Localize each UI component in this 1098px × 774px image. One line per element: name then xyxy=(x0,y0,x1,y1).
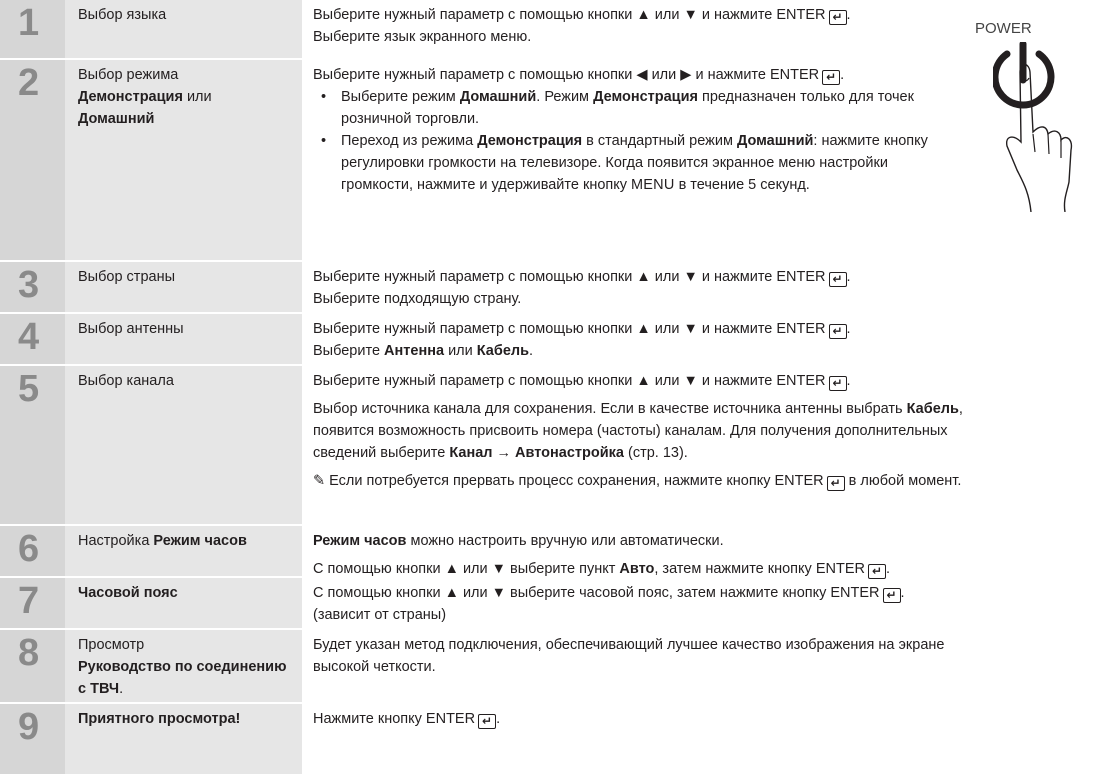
enter-icon: ↵ xyxy=(829,272,847,287)
step-number: 9 xyxy=(18,706,40,748)
power-hand-icon xyxy=(993,42,1078,212)
step-title: Выбор языка xyxy=(78,7,167,23)
step-row-4 xyxy=(0,314,1098,364)
step-row-2 xyxy=(0,60,1098,260)
step-number: 2 xyxy=(18,62,40,104)
step-description: Выберите нужный параметр с помощью кнопки ▲ или ▼ и нажмите ENTER ↵ . Выберите язык экранного меню. xyxy=(313,7,851,45)
step-number: 5 xyxy=(18,368,40,410)
enter-icon: ↵ xyxy=(827,476,845,491)
step-row-3 xyxy=(0,262,1098,312)
step-description: Выберите нужный параметр с помощью кнопки ▲ или ▼ и нажмите ENTER ↵ . Выберите подходящую страну. xyxy=(313,269,851,307)
enter-icon: ↵ xyxy=(883,588,901,603)
step-row-6 xyxy=(0,526,1098,576)
power-label: POWER xyxy=(975,20,1032,37)
enter-icon: ↵ xyxy=(478,714,496,729)
step-number: 3 xyxy=(18,264,40,306)
step-number: 6 xyxy=(18,528,40,570)
step-number: 7 xyxy=(18,580,40,622)
step-description: Будет указан метод подключения, обеспечивающий лучшее качество изображения на экране высокой четкости. xyxy=(313,637,945,675)
step-title: Просмотр Руководство по соединению с ТВЧ. xyxy=(78,637,287,697)
step-title: Настройка Режим часов xyxy=(78,533,247,549)
step-title: Выбор антенны xyxy=(78,321,184,337)
list-item: • Выберите режим Домашний. Режим Демонстрация предназначен только для точек розничной торговли. xyxy=(313,86,931,130)
enter-icon: ↵ xyxy=(822,70,840,85)
step-title: Часовой пояс xyxy=(78,585,178,601)
step-description: Выберите нужный параметр с помощью кнопки ◀ или ▶ и нажмите ENTER ↵ . • Выберите режим Домашний. Режим Демонстрация предназначен только для точек розничной торговли. • Переход из режима Демонстрация в стандартный режим Домашний: нажмите кнопку регулировки громкости на телевизоре. Когда появится экранное меню настройки громкости, нажмите и удерживайте кнопку MENU в течение 5 секунд. xyxy=(313,64,931,196)
step-number: 1 xyxy=(18,2,40,44)
step-description: Выберите нужный параметр с помощью кнопки ▲ или ▼ и нажмите ENTER ↵ . Выбор источника канала для сохранения. Если в качестве источника антенны выбрать Кабель, появится возможность присвоить номера (частоты) каналам. Для получения дополнительных сведений выберите Канал → Автонастройка (стр. 13). ✎ Если потребуется прервать процесс сохранения, нажмите кнопку ENTER ↵ в любой момент. xyxy=(313,373,963,490)
step-description: Выберите нужный параметр с помощью кнопки ▲ или ▼ и нажмите ENTER ↵ . Выберите Антенна или Кабель. xyxy=(313,321,851,359)
enter-icon: ↵ xyxy=(829,324,847,339)
step-number: 8 xyxy=(18,632,40,674)
step-description: С помощью кнопки ▲ или ▼ выберите часовой пояс, затем нажмите кнопку ENTER ↵ . (зависит от страны) xyxy=(313,585,905,623)
step-description: Режим часов можно настроить вручную или автоматически. С помощью кнопки ▲ или ▼ выберите пункт Авто, затем нажмите кнопку ENTER ↵ . xyxy=(313,533,890,578)
step-title: Выбор страны xyxy=(78,269,176,285)
step-row-1 xyxy=(0,0,1098,58)
step-title: Выбор режима Демонстрация или Домашний xyxy=(78,67,212,127)
step-description: Нажмите кнопку ENTER ↵ . xyxy=(313,711,501,728)
enter-icon: ↵ xyxy=(829,376,847,391)
step-row-8 xyxy=(0,630,1098,702)
step-title: Выбор канала xyxy=(78,373,174,389)
enter-icon: ↵ xyxy=(868,564,886,579)
note-icon: ✎ xyxy=(313,473,326,489)
list-item: • Переход из режима Демонстрация в стандартный режим Домашний: нажмите кнопку регулировки громкости на телевизоре. Когда появится экранное меню настройки громкости, нажмите и удерживайте кнопку MENU в течение 5 секунд. xyxy=(313,130,931,196)
step-row-9 xyxy=(0,704,1098,774)
step-row-7 xyxy=(0,578,1098,628)
step-title: Приятного просмотра! xyxy=(78,711,241,727)
step-number: 4 xyxy=(18,316,40,358)
enter-icon: ↵ xyxy=(829,10,847,25)
step-row-5 xyxy=(0,366,1098,524)
